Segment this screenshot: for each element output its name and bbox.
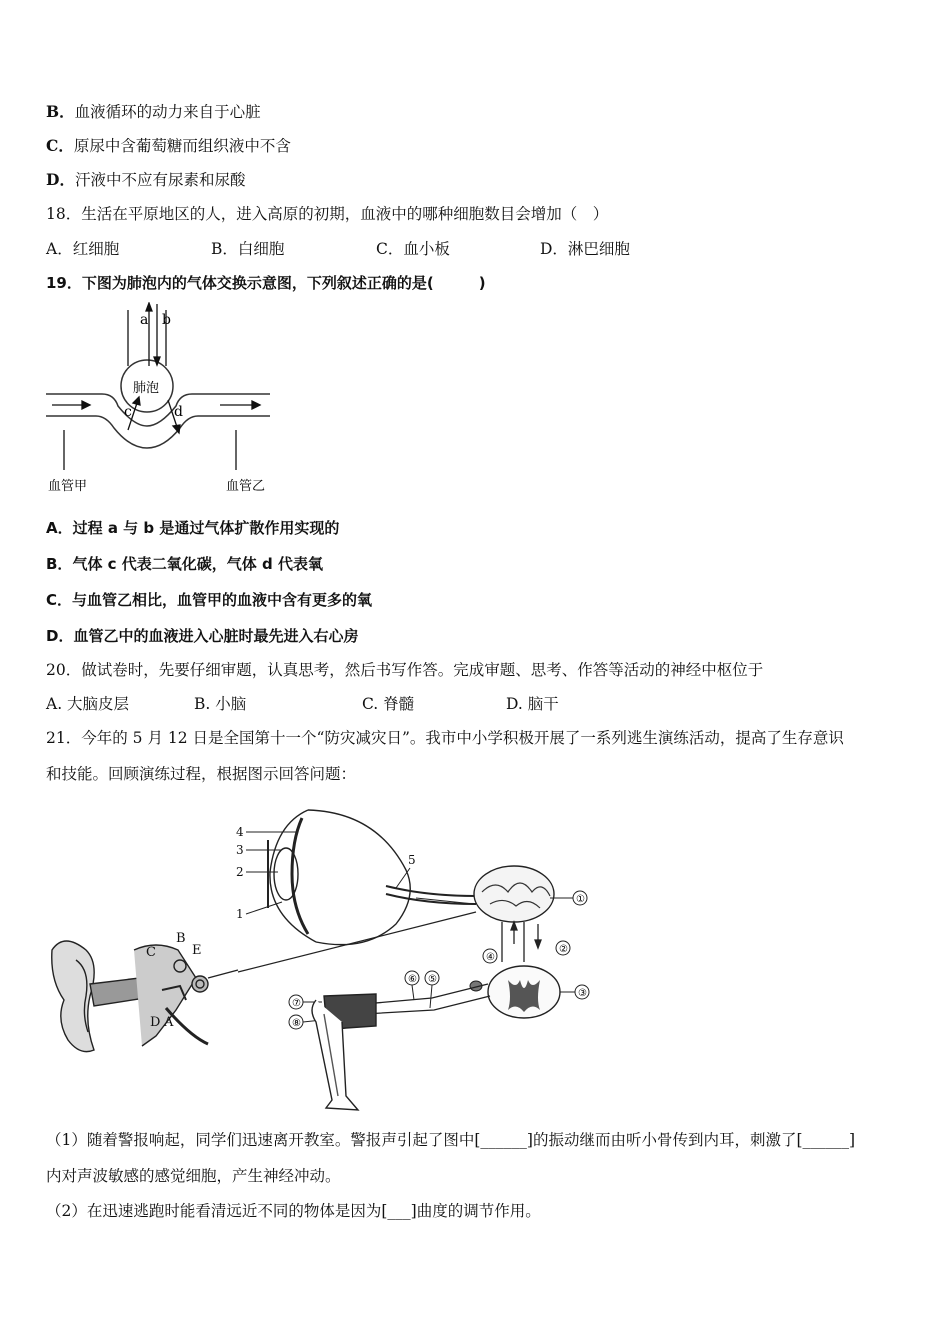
vessel-yi-label: 血管乙 <box>226 479 266 494</box>
option-label: D． <box>46 170 75 189</box>
option-label: D． <box>46 627 74 645</box>
option-text: 气体 c 代表二氧化碳，气体 d 代表氧 <box>72 555 323 573</box>
q18-stem: 18．生活在平原地区的人，进入高原的初期，血液中的哪种细胞数目会增加（ ） <box>46 205 609 223</box>
option-text: 汗液中不应有尿素和尿酸 <box>74 171 246 189</box>
ear-label-b: B <box>176 931 186 946</box>
eye-label-3: 3 <box>236 843 244 857</box>
option-text: 与血管乙相比，血管甲的血液中含有更多的氧 <box>72 591 373 609</box>
q20-option-d: D. 脑干 <box>506 695 559 713</box>
q20-option-c: C. 脊髓 <box>362 695 415 713</box>
q18-option-b: B．白细胞 <box>211 240 285 258</box>
vessel-jia-label: 血管甲 <box>48 479 88 494</box>
q20-stem: 20．做试卷时，先要仔细审题，认真思考，然后书写作答。完成审题、思考、作答等活动的神经中枢位于 <box>46 661 764 679</box>
q21-sub2: （2）在迅速逃跑时能看清远近不同的物体是因为[___]曲度的调节作用。 <box>46 1202 541 1220</box>
q21-sub1-line2: 内对声波敏感的感觉细胞，产生神经冲动。 <box>46 1167 341 1185</box>
q21-stem-line1: 21．今年的 5 月 12 日是全国第十一个“防灾减灾日”。我市中小学积极开展了一系列逃生演练活动，提高了生存意识 <box>46 729 844 747</box>
option-label: A． <box>46 519 73 537</box>
arrow-label-b: b <box>162 312 171 328</box>
option-text: 过程 a 与 b 是通过气体扩散作用实现的 <box>72 519 340 537</box>
q19-option-c <box>46 590 372 610</box>
q18-option-c: C．血小板 <box>376 240 450 258</box>
eye-label-4: 4 <box>236 825 244 839</box>
q21-stem-line2: 和技能。回顾演练过程，根据图示回答问题： <box>46 765 357 783</box>
alveolus-gas-exchange-figure <box>44 302 276 498</box>
nerve-label-5: ⑤ <box>428 974 437 985</box>
arrow-label-c: c <box>124 404 132 420</box>
nerve-label-8: ⑧ <box>292 1018 301 1029</box>
option-text: 血液循环的动力来自于心脏 <box>74 103 261 121</box>
nerve-label-1: ① <box>576 894 585 905</box>
option-label: C． <box>46 591 73 609</box>
nerve-label-2: ② <box>559 944 568 955</box>
ear-label-c: C <box>146 945 156 960</box>
option-text: 原尿中含葡萄糖而组织液中不含 <box>73 137 291 155</box>
ear-label-d: D <box>150 1015 161 1030</box>
q19-stem: 19．下图为肺泡内的气体交换示意图，下列叙述正确的是( ) <box>46 274 486 292</box>
q17-option-b <box>46 102 261 122</box>
ear-label-a: A <box>164 1015 174 1030</box>
q19-option-d <box>46 626 358 646</box>
nerve-label-4: ④ <box>486 952 495 963</box>
reflex-pathway-figure <box>46 800 606 1116</box>
ear-label-e: E <box>192 943 202 958</box>
nerve-label-7: ⑦ <box>292 998 301 1009</box>
brain-diagram <box>474 866 587 922</box>
q18-option-a: A．红细胞 <box>46 240 120 258</box>
alveolus-label: 肺泡 <box>133 381 160 396</box>
option-text: 血管乙中的血液进入心脏时最先进入右心房 <box>73 627 359 645</box>
nerve-label-6: ⑥ <box>408 974 417 985</box>
arrow-label-d: d <box>174 404 183 420</box>
spinal-cord-diagram <box>470 966 589 1018</box>
q20-option-a: A. 大脑皮层 <box>46 695 130 713</box>
arrow-label-a: a <box>140 312 149 328</box>
ear-diagram <box>52 941 238 1052</box>
leg-diagram <box>312 994 376 1110</box>
eye-label-1: 1 <box>236 907 244 921</box>
eye-label-2: 2 <box>236 865 244 879</box>
q17-option-c <box>46 136 291 156</box>
eye-label-5: 5 <box>408 853 416 867</box>
option-label: B． <box>46 102 75 121</box>
q18-option-d: D．淋巴细胞 <box>540 240 630 258</box>
nerve-label-3: ③ <box>578 988 587 999</box>
option-label: C． <box>46 136 74 155</box>
eye-diagram <box>268 810 476 945</box>
q19-option-a <box>46 518 339 538</box>
q17-option-d <box>46 170 245 190</box>
q20-option-b: B. 小脑 <box>194 695 247 713</box>
option-label: B． <box>46 555 73 573</box>
q21-sub1-line1: （1）随着警报响起，同学们迅速离开教室。警报声引起了图中[______]的振动继而由听小骨传到内耳，刺激了[______] <box>46 1131 856 1149</box>
q19-option-b <box>46 554 323 574</box>
